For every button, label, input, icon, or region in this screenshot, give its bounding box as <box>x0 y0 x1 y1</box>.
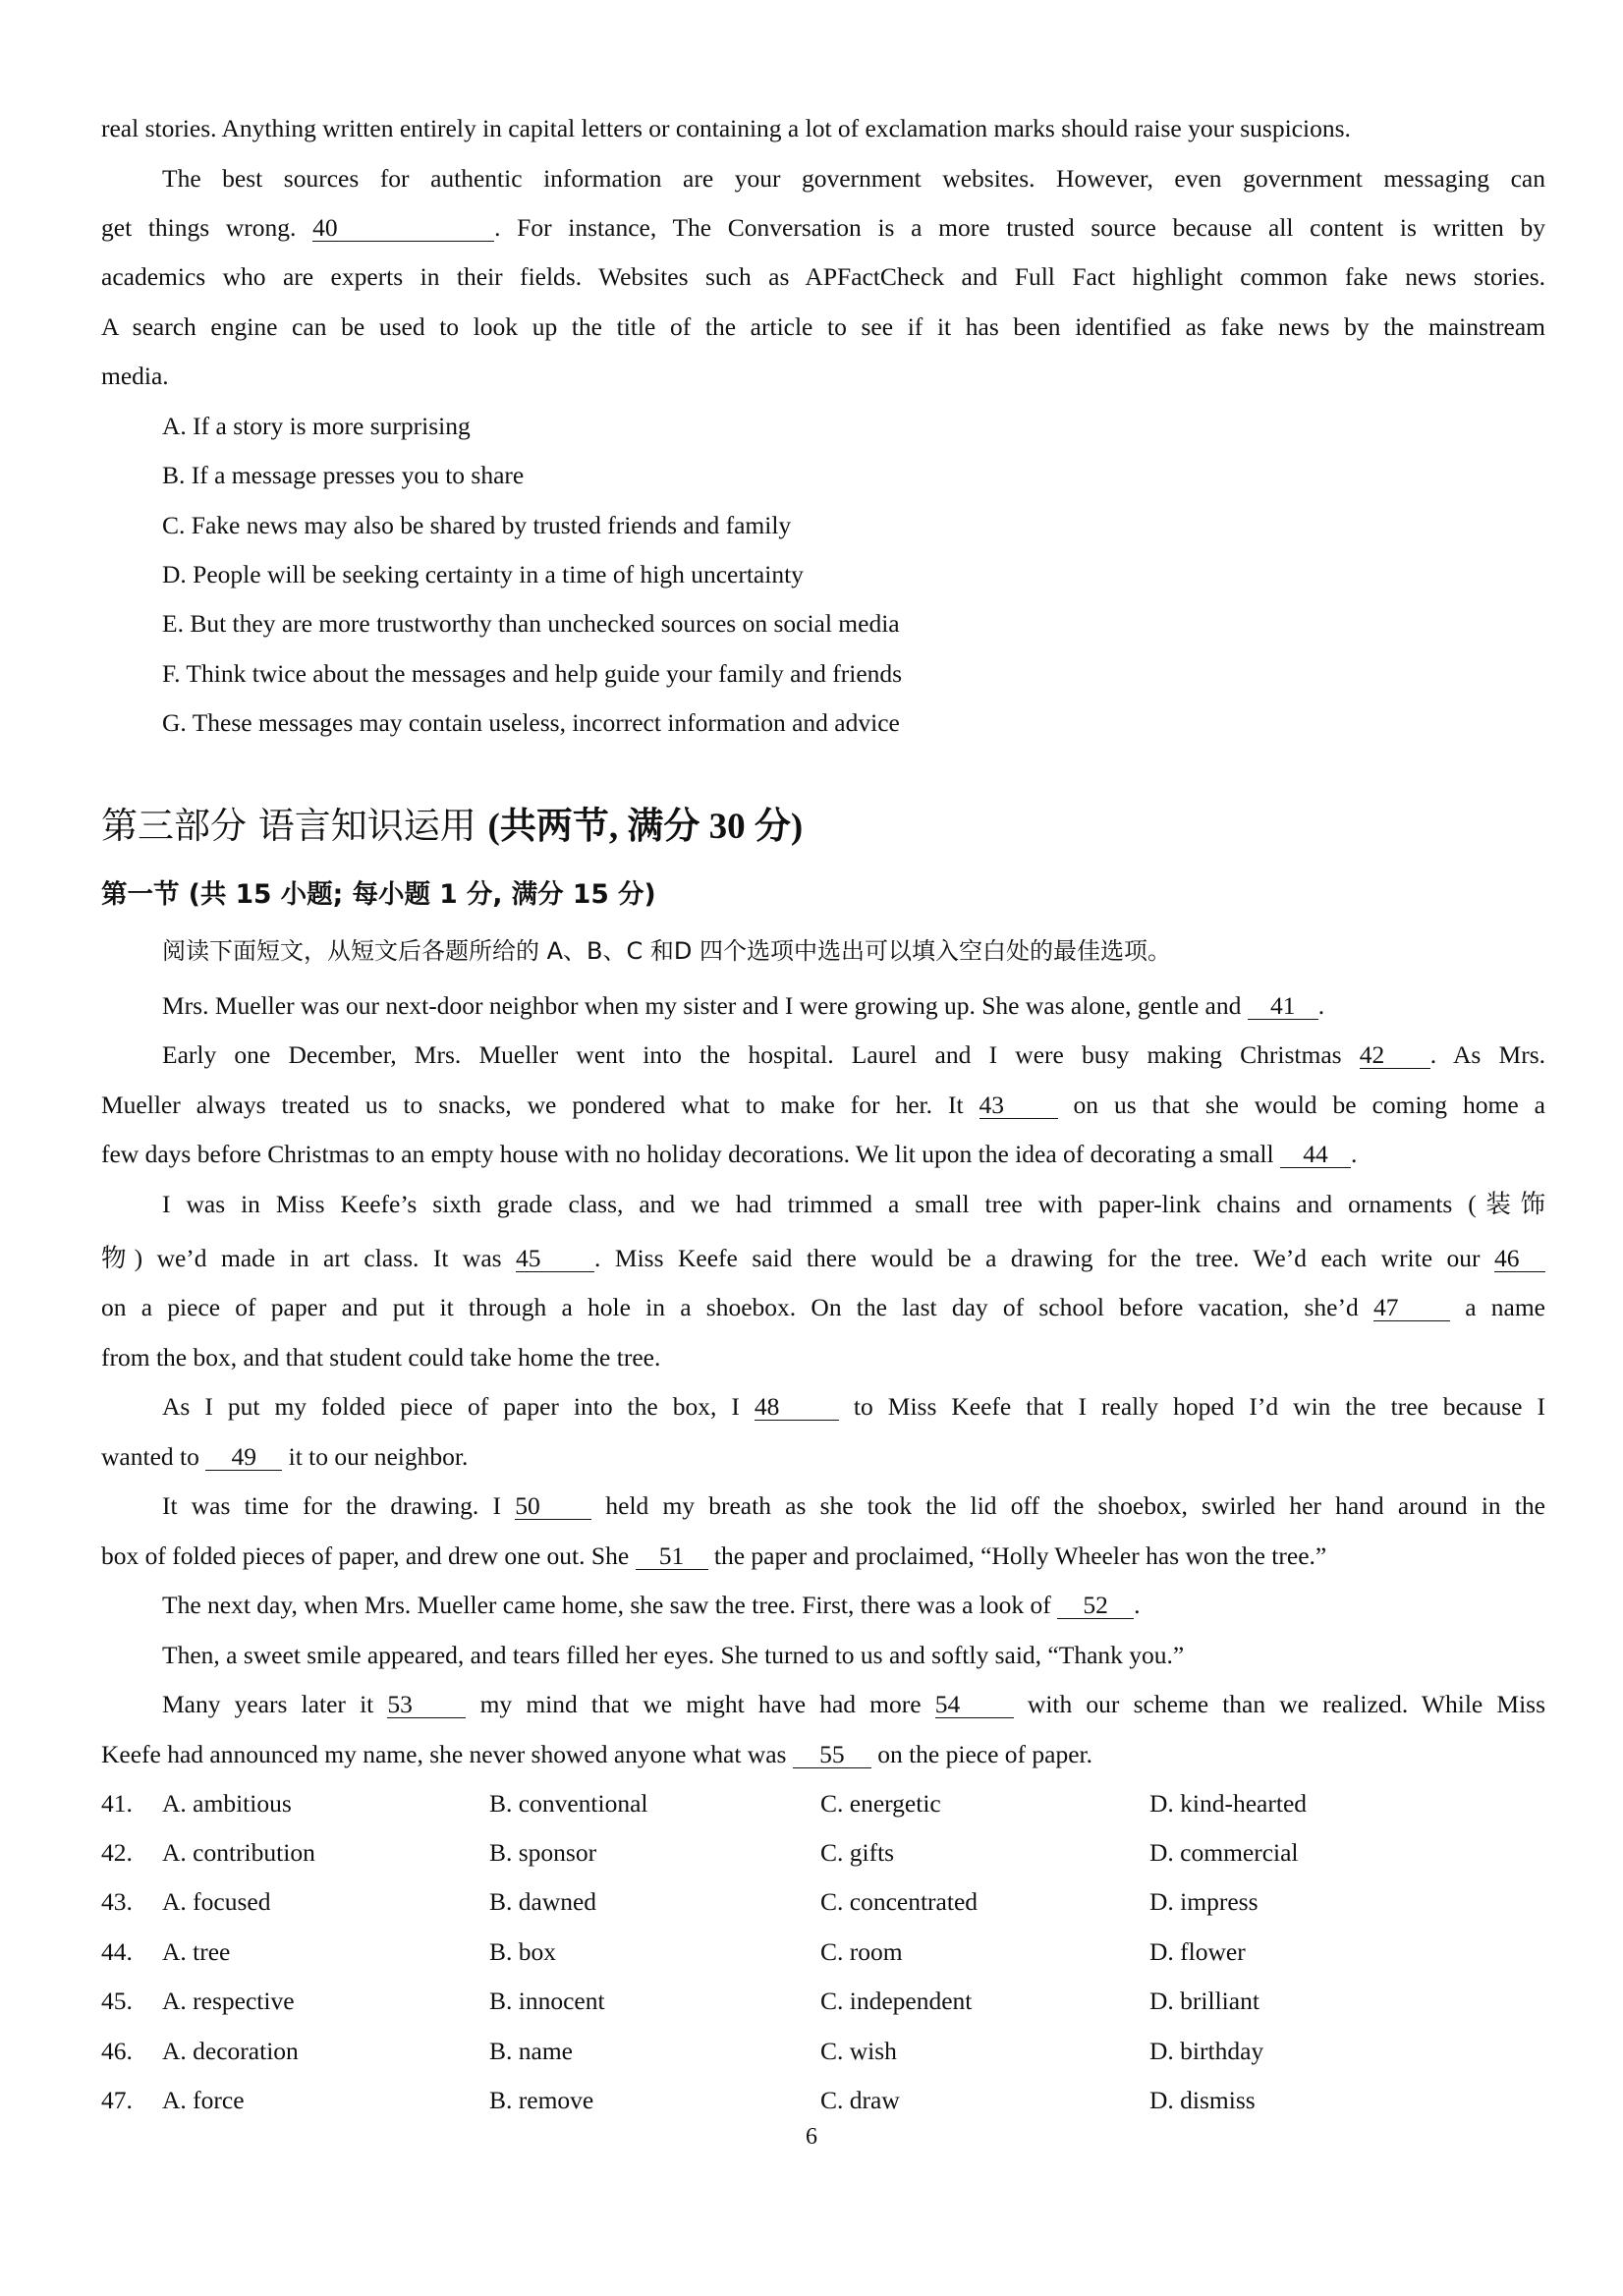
choice-d: D. flower <box>1149 1937 1246 1966</box>
passage-line: 物) we’d made in art class. It was 45 . Miss Keefe said there would be a drawing for the tree. We’d each write our 46 <box>101 1242 1545 1275</box>
blank-50: 50 <box>515 1493 591 1520</box>
question-row <box>101 1885 1545 1919</box>
text-line: media. <box>101 362 169 390</box>
section-title: 第三部分 语言知识运用 (共两节, 满分 30 分) <box>101 805 804 847</box>
choice-b: B. dawned <box>489 1887 597 1916</box>
question-row <box>101 1787 1545 1820</box>
passage-line: Many years later it 53 my mind that we might have had more 54 with our scheme than we realized. While Miss <box>162 1690 1546 1718</box>
blank-44: 44 <box>1280 1142 1351 1168</box>
question-row <box>101 2084 1545 2117</box>
choice-b: B. remove <box>489 2086 594 2114</box>
choice-a: A. force <box>162 2086 245 2114</box>
choice-c: C. wish <box>820 2037 897 2065</box>
blank-48: 48 <box>755 1394 839 1421</box>
text-line: A search engine can be used to look up the title of the article to see if it has been identified as fake news by the mainstream <box>101 312 1545 341</box>
question-row <box>101 1935 1545 1969</box>
page-number: 6 <box>806 2124 817 2150</box>
passage-line: It was time for the drawing. I 50 held my breath as she took the lid off the shoebox, swirled her hand around in the <box>162 1491 1545 1520</box>
choice-b: B. sponsor <box>489 1838 597 1867</box>
blank-43: 43 <box>979 1092 1058 1119</box>
choice-d: D. brilliant <box>1149 1987 1259 2015</box>
blank-51: 51 <box>636 1543 708 1570</box>
choice-a: A. ambitious <box>162 1789 292 1818</box>
blank-41: 41 <box>1248 993 1318 1020</box>
instruction-text: 阅读下面短文，从短文后各题所给的 A、B、C 和D 四个选项中选出可以填入空白处的最佳选项。 <box>162 937 1172 965</box>
option-f: F. Think twice about the messages and help guide your family and friends <box>162 659 903 688</box>
question-number: 44. <box>101 1937 133 1966</box>
choice-c: C. independent <box>820 1987 973 2015</box>
blank-45: 45 <box>516 1246 594 1272</box>
question-row <box>101 1836 1545 1870</box>
option-g: G. These messages may contain useless, incorrect information and advice <box>162 708 900 737</box>
text-line: The best sources for authentic information are your government websites. However, even government messaging can <box>162 164 1545 193</box>
choice-a: A. contribution <box>162 1838 315 1867</box>
passage-line: Then, a sweet smile appeared, and tears filled her eyes. She turned to us and softly said, “Thank you.” <box>162 1641 1185 1669</box>
choice-a: A. decoration <box>162 2037 299 2065</box>
blank-53: 53 <box>387 1692 466 1718</box>
question-row <box>101 1985 1545 2018</box>
passage-line: I was in Miss Keefe’s sixth grade class, and we had trimmed a small tree with paper-link chains and ornaments (装饰 <box>162 1190 1545 1218</box>
text-line: academics who are experts in their fields. Websites such as APFactCheck and Full Fact highlight common fake news stories. <box>101 262 1545 291</box>
choice-b: B. box <box>489 1937 557 1966</box>
passage-line: Keefe had announced my name, she never showed anyone what was 55 on the piece of paper. <box>101 1740 1092 1768</box>
blank-55: 55 <box>793 1742 871 1768</box>
choice-c: C. gifts <box>820 1838 895 1867</box>
blank-42: 42 <box>1360 1042 1430 1069</box>
question-number: 46. <box>101 2037 133 2065</box>
passage-line: few days before Christmas to an empty house with no holiday decorations. We lit upon the idea of decorating a small 44 . <box>101 1140 1358 1168</box>
option-b: B. If a message presses you to share <box>162 461 525 489</box>
question-row <box>101 2035 1545 2068</box>
passage-line: Mrs. Mueller was our next-door neighbor when my sister and I were growing up. She was alone, gentle and 41 . <box>162 991 1325 1020</box>
passage-line: from the box, and that student could take home the tree. <box>101 1343 661 1372</box>
option-d: D. People will be seeking certainty in a time of high uncertainty <box>162 560 804 588</box>
question-number: 41. <box>101 1789 133 1818</box>
choice-b: B. conventional <box>489 1789 648 1818</box>
choice-a: A. tree <box>162 1937 231 1966</box>
question-number: 47. <box>101 2086 133 2114</box>
section-subtitle: 第一节 (共 15 小题; 每小题 1 分, 满分 15 分) <box>101 879 656 910</box>
choice-b: B. innocent <box>489 1987 605 2015</box>
question-number: 45. <box>101 1987 133 2015</box>
choice-a: A. focused <box>162 1887 271 1916</box>
option-a: A. If a story is more surprising <box>162 412 471 440</box>
blank-46: 46 <box>1494 1246 1545 1272</box>
option-c: C. Fake news may also be shared by trusted friends and family <box>162 511 792 539</box>
choice-d: D. kind-hearted <box>1149 1789 1308 1818</box>
question-number: 42. <box>101 1838 133 1867</box>
passage-line: Early one December, Mrs. Mueller went into the hospital. Laurel and I were busy making Christmas 42 . As Mrs. <box>162 1040 1545 1069</box>
passage-line: The next day, when Mrs. Mueller came home, she saw the tree. First, there was a look of 52 . <box>162 1591 1141 1619</box>
option-e: E. But they are more trustworthy than unchecked sources on social media <box>162 609 900 638</box>
blank-40: 40 <box>312 215 494 242</box>
passage-line: As I put my folded piece of paper into the box, I 48 to Miss Keefe that I really hoped I’d win the tree because I <box>162 1392 1546 1421</box>
choice-c: C. energetic <box>820 1789 941 1818</box>
passage-line: wanted to 49 it to our neighbor. <box>101 1442 469 1471</box>
choice-d: D. birthday <box>1149 2037 1264 2065</box>
blank-47: 47 <box>1373 1295 1450 1321</box>
choice-a: A. respective <box>162 1987 295 2015</box>
text-line: real stories. Anything written entirely in capital letters or containing a lot of exclamation marks should raise your suspicions. <box>101 114 1351 142</box>
choice-c: C. room <box>820 1937 903 1966</box>
blank-49: 49 <box>205 1444 282 1471</box>
passage-line: on a piece of paper and put it through a hole in a shoebox. On the last day of school before vacation, she’d 47 a name <box>101 1293 1545 1321</box>
choice-c: C. concentrated <box>820 1887 979 1916</box>
choice-d: D. dismiss <box>1149 2086 1256 2114</box>
question-number: 43. <box>101 1887 133 1916</box>
choice-d: D. impress <box>1149 1887 1259 1916</box>
text-line-with-blank: get things wrong. 40 . For instance, The Conversation is a more trusted source because all content is written by <box>101 213 1545 242</box>
passage-line: box of folded pieces of paper, and drew one out. She 51 the paper and proclaimed, “Holly Wheeler has won the tree.” <box>101 1541 1327 1570</box>
choice-c: C. draw <box>820 2086 900 2114</box>
blank-52: 52 <box>1057 1593 1134 1619</box>
blank-54: 54 <box>935 1692 1014 1718</box>
choice-d: D. commercial <box>1149 1838 1299 1867</box>
choice-b: B. name <box>489 2037 573 2065</box>
passage-line: Mueller always treated us to snacks, we pondered what to make for her. It 43 on us that she would be coming home a <box>101 1091 1545 1119</box>
